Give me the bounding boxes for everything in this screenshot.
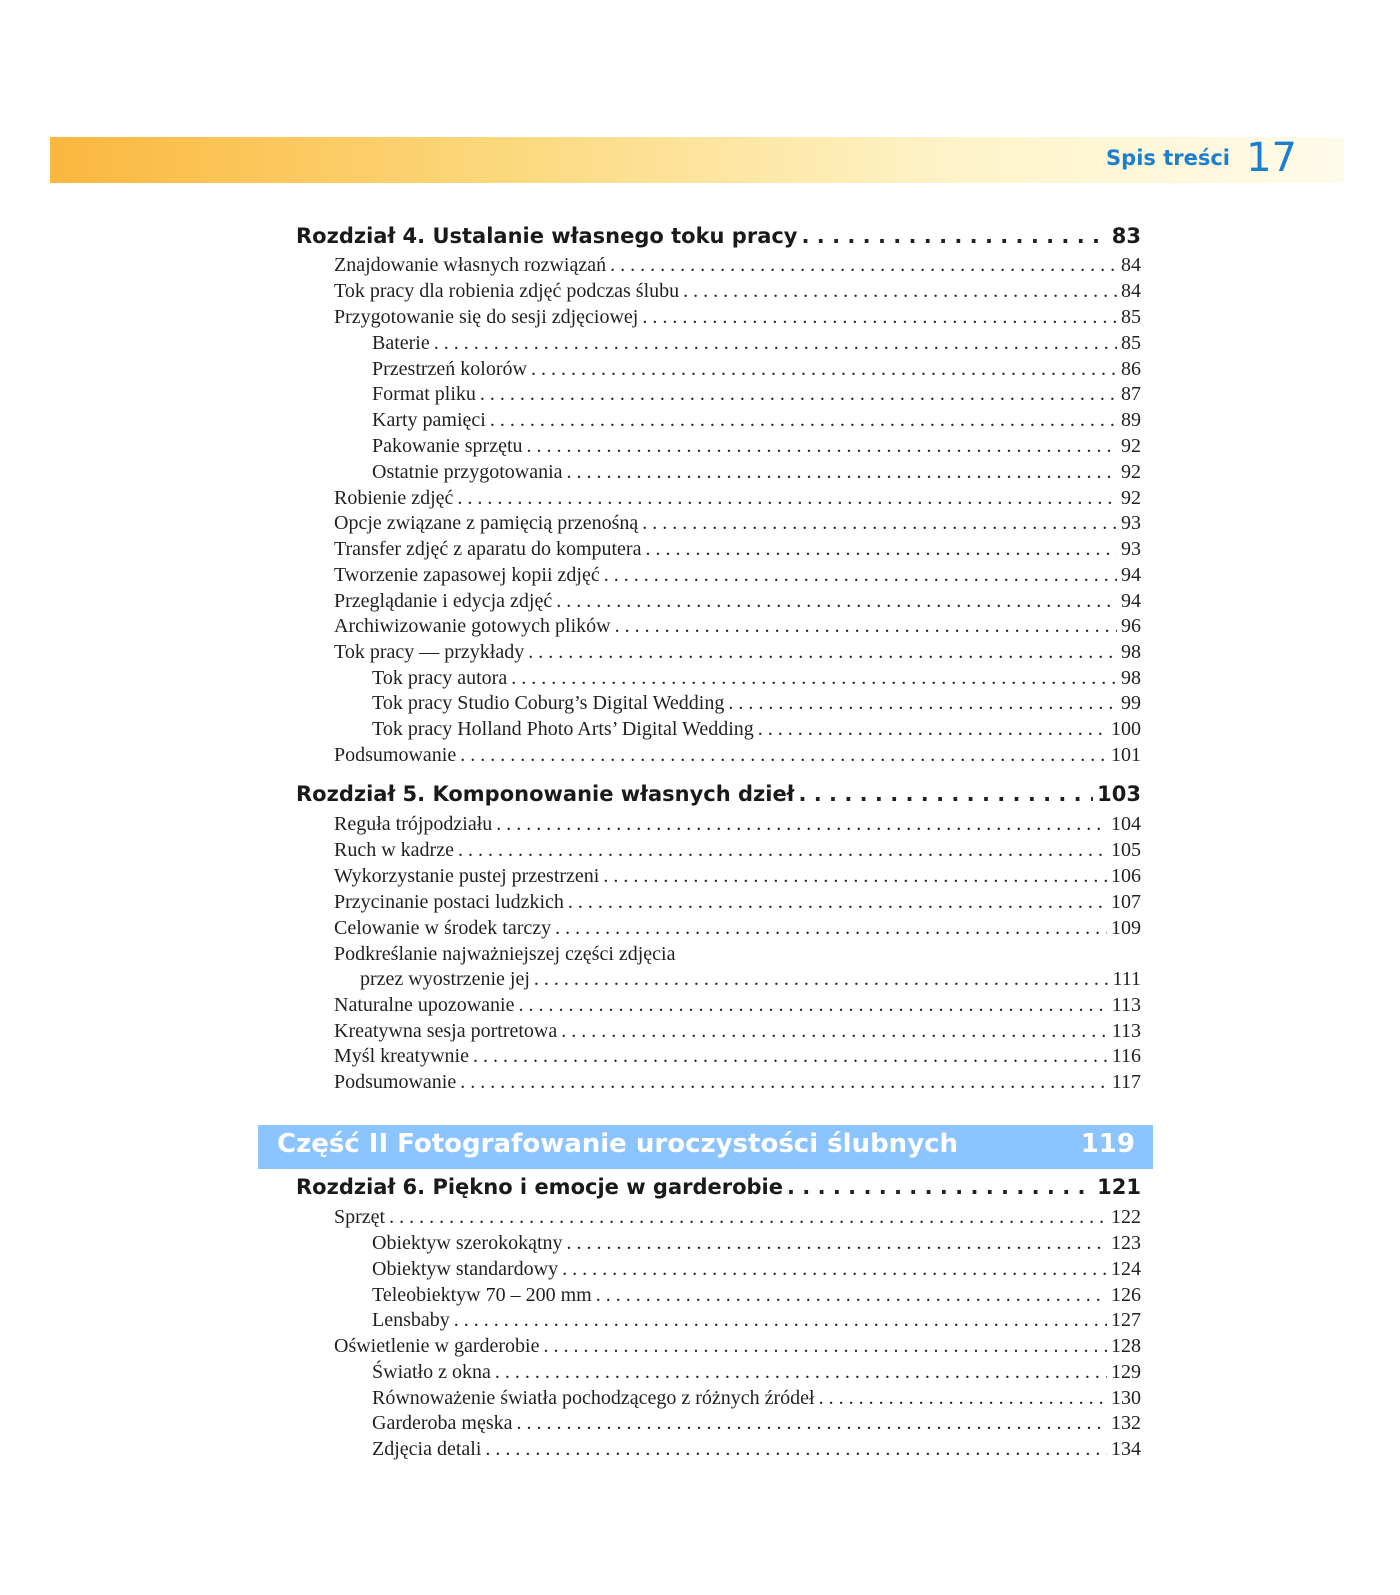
entry-title: Obiektyw standardowy [372,1258,559,1280]
entry-title: Ruch w kadrze [334,839,454,861]
dot-leader [528,639,1117,665]
entry-page: 109 [1111,917,1141,939]
toc-entry[interactable] [334,1043,1141,1069]
dot-leader [543,1333,1107,1359]
entry-page: 105 [1111,839,1141,861]
toc-entry[interactable] [334,1204,1141,1230]
dot-leader [596,1282,1107,1308]
dot-leader [473,1043,1108,1069]
entry-title: Przeglądanie i edycja zdjęć [334,590,553,612]
toc-entry[interactable] [334,915,1141,941]
toc-entry[interactable] [334,278,1141,304]
dot-leader [534,966,1109,992]
entry-page: 93 [1121,538,1141,560]
entry-title: Sprzęt [334,1206,386,1228]
entry-title: Zdjęcia detali [372,1438,482,1460]
entry-title: Baterie [372,332,430,354]
dot-leader [787,1174,1093,1200]
entry-title: Tok pracy autora [372,667,508,689]
part-page: 119 [1080,1129,1135,1159]
entry-page: 89 [1121,409,1141,431]
entry-page: 84 [1121,254,1141,276]
dot-leader [562,1256,1107,1282]
entry-page: 93 [1121,512,1141,534]
part-title[interactable]: Część II Fotografowanie uroczystości ślubnych [277,1129,959,1159]
entry-title: Tok pracy Studio Coburg’s Digital Wedding [372,692,725,714]
toc-entry[interactable] [372,1359,1141,1385]
entry-page: 132 [1111,1412,1141,1434]
entry-title: Format pliku [372,383,476,405]
dot-leader [517,1410,1108,1436]
toc-entry[interactable] [372,330,1141,356]
dot-leader [603,863,1107,889]
entry-title: Pakowanie sprzętu [372,435,523,457]
entry-title: Naturalne upozowanie [334,994,515,1016]
chapter-page: 121 [1097,1175,1141,1199]
dot-leader [728,690,1117,716]
dot-leader [457,485,1117,511]
entry-page: 117 [1111,1071,1141,1093]
toc-entry[interactable] [334,742,1141,768]
toc-entry[interactable] [372,407,1141,433]
entry-page: 85 [1121,306,1141,328]
entry-title: Myśl kreatywnie [334,1045,469,1067]
chapter-title: Rozdział 5. Komponowanie własnych dzieł [296,782,795,806]
entry-page: 134 [1111,1438,1141,1460]
chapter-title: Rozdział 4. Ustalanie własnego toku pracy [296,224,798,248]
page-number: 17 [1246,135,1297,181]
toc-entry[interactable] [334,1018,1141,1044]
dot-leader [555,915,1107,941]
dot-leader [604,562,1117,588]
entry-page: 94 [1121,564,1141,586]
dot-leader [567,459,1118,485]
toc-entry[interactable] [372,1385,1141,1411]
toc-entry[interactable] [334,992,1141,1018]
running-header-title: Spis treści [1106,146,1230,170]
entry-page: 101 [1111,744,1141,766]
dot-leader [496,811,1107,837]
toc-entry[interactable] [372,433,1141,459]
toc-entry[interactable] [372,1230,1141,1256]
entry-title: Lensbaby [372,1309,450,1331]
toc-entry[interactable] [334,588,1141,614]
toc-entry[interactable] [372,1282,1141,1308]
toc-entry-first-line[interactable]: Podkreślanie najważniejszej części zdjęcia [334,943,676,965]
entry-title: Celowanie w środek tarczy [334,917,552,939]
entry-page: 106 [1111,865,1141,887]
entry-page: 92 [1121,461,1141,483]
toc-entry[interactable] [372,1307,1141,1333]
entry-page: 98 [1121,667,1141,689]
entry-title: Tok pracy Holland Photo Arts’ Digital Wedding [372,718,754,740]
entry-page: 85 [1121,332,1141,354]
entry-page: 96 [1121,615,1141,637]
dot-leader [802,223,1108,249]
toc-chapter-6[interactable] [296,1174,1141,1200]
entry-page: 104 [1111,813,1141,835]
entry-page: 100 [1111,718,1141,740]
entry-title: Opcje związane z pamięcią przenośną [334,512,639,534]
entry-page: 130 [1111,1387,1141,1409]
toc-entry[interactable] [334,1333,1141,1359]
entry-title: Robienie zdjęć [334,487,454,509]
toc-entry[interactable] [334,252,1141,278]
toc-entry[interactable] [334,613,1141,639]
entry-page: 113 [1111,994,1141,1016]
entry-title: Reguła trójpodziału [334,813,493,835]
entry-title: Tok pracy dla robienia zdjęć podczas ślubu [334,280,680,302]
toc-entry[interactable] [372,1410,1141,1436]
entry-title: Tworzenie zapasowej kopii zdjęć [334,564,600,586]
dot-leader [615,613,1117,639]
chapter-page: 103 [1097,782,1141,806]
toc-entry[interactable] [372,1256,1141,1282]
toc-entry[interactable] [372,356,1141,382]
chapter-title: Rozdział 6. Piękno i emocje w garderobie [296,1175,783,1199]
dot-leader [495,1359,1107,1385]
toc-entry[interactable] [372,716,1141,742]
toc-entry[interactable] [334,562,1141,588]
toc-entry[interactable] [334,536,1141,562]
entry-page: 128 [1111,1335,1141,1357]
entry-page: 94 [1121,590,1141,612]
entry-title: Kreatywna sesja portretowa [334,1020,558,1042]
entry-page: 87 [1121,383,1141,405]
entry-title: Teleobiektyw 70 – 200 mm [372,1284,592,1306]
entry-title: Oświetlenie w garderobie [334,1335,540,1357]
entry-title: Karty pamięci [372,409,486,431]
entry-page: 84 [1121,280,1141,302]
toc-entry[interactable] [372,690,1141,716]
toc-entry[interactable] [372,665,1141,691]
toc-entry[interactable] [334,485,1141,511]
dot-leader [518,992,1107,1018]
dot-leader [460,742,1107,768]
entry-title: Ostatnie przygotowania [372,461,563,483]
dot-leader [567,1230,1107,1256]
entry-page: 92 [1121,487,1141,509]
entry-title: Podsumowanie [334,744,457,766]
toc-entry[interactable] [334,837,1141,863]
entry-title: Przycinanie postaci ludzkich [334,891,564,913]
entry-page: 113 [1111,1020,1141,1042]
dot-leader [645,536,1117,562]
dot-leader [460,1069,1108,1095]
toc-chapter-5[interactable] [296,781,1141,807]
toc-entry[interactable] [360,966,1141,992]
toc-entry[interactable] [334,510,1141,536]
entry-page: 124 [1111,1258,1141,1280]
toc-entry[interactable] [334,889,1141,915]
dot-leader [490,407,1117,433]
chapter-page: 83 [1111,224,1141,248]
entry-page: 111 [1112,968,1141,990]
entry-page: 116 [1111,1045,1141,1067]
dot-leader [758,716,1107,742]
entry-title: Archiwizowanie gotowych plików [334,615,611,637]
dot-leader [642,304,1117,330]
dot-leader [610,252,1117,278]
entry-page: 107 [1111,891,1141,913]
entry-title: Obiektyw szerokokątny [372,1232,563,1254]
entry-title: Garderoba męska [372,1412,513,1434]
dot-leader [683,278,1117,304]
entry-page: 126 [1111,1284,1141,1306]
dot-leader [561,1018,1107,1044]
entry-page: 127 [1111,1309,1141,1331]
entry-page: 129 [1111,1361,1141,1383]
toc-chapter-4[interactable] [296,223,1141,249]
entry-page: 99 [1121,692,1141,714]
dot-leader [480,381,1117,407]
dot-leader [511,665,1117,691]
dot-leader [527,433,1117,459]
entry-title: Wykorzystanie pustej przestrzeni [334,865,600,887]
dot-leader [389,1204,1107,1230]
dot-leader [531,356,1117,382]
entry-title: Transfer zdjęć z aparatu do komputera [334,538,642,560]
entry-title: Równoważenie światła pochodzącego z różnych źródeł [372,1387,815,1409]
dot-leader [798,781,1093,807]
toc-entry[interactable] [334,1069,1141,1095]
toc-entry[interactable] [334,304,1141,330]
entry-title: Światło z okna [372,1361,491,1383]
toc-entry[interactable] [372,1436,1141,1462]
dot-leader [642,510,1117,536]
dot-leader [568,889,1107,915]
dot-leader [454,1307,1107,1333]
entry-title: Znajdowanie własnych rozwiązań [334,254,607,276]
entry-page: 92 [1121,435,1141,457]
dot-leader [434,330,1117,356]
entry-page: 123 [1111,1232,1141,1254]
entry-page: 122 [1111,1206,1141,1228]
entry-title: Tok pracy — przykłady [334,641,525,663]
entry-page: 86 [1121,358,1141,380]
entry-title: przez wyostrzenie jej [360,968,530,990]
dot-leader [819,1385,1107,1411]
toc-entry[interactable] [334,811,1141,837]
toc-entry[interactable] [372,459,1141,485]
entry-page: 98 [1121,641,1141,663]
entry-title: Przestrzeń kolorów [372,358,527,380]
toc-entry[interactable] [334,863,1141,889]
entry-title: Podsumowanie [334,1071,457,1093]
dot-leader [485,1436,1107,1462]
dot-leader [458,837,1107,863]
dot-leader [556,588,1117,614]
toc-entry[interactable] [372,381,1141,407]
toc-entry[interactable] [334,639,1141,665]
entry-title: Przygotowanie się do sesji zdjęciowej [334,306,639,328]
